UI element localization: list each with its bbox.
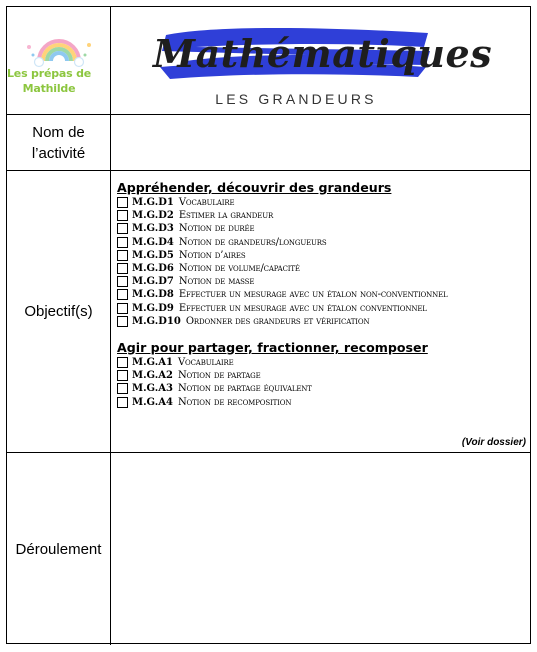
objective-label: Notion de masse: [178, 276, 255, 288]
header-row: [7, 7, 530, 115]
objective-code: M.G.A2: [132, 370, 173, 382]
checkbox[interactable]: [117, 223, 128, 234]
objective-label: Notion de recomposition: [177, 396, 292, 408]
objective-code: M.G.D2: [132, 210, 174, 222]
checkbox[interactable]: [117, 397, 128, 408]
objective-code: M.G.D1: [132, 197, 174, 209]
objective-code: M.G.D7: [132, 276, 174, 288]
objective-code: M.G.D8: [132, 289, 174, 301]
objective-item: [117, 262, 526, 275]
objective-item: [117, 222, 526, 235]
nom-activite-label: [7, 115, 111, 170]
logo-cell: [7, 7, 111, 114]
nom-activite-text: Nom de l’activité: [31, 123, 86, 162]
objective-code: M.G.D4: [132, 236, 174, 248]
objective-label: Vocabulaire: [177, 356, 234, 368]
objective-label: Notion de partage: [177, 370, 261, 382]
objective-code: M.G.D6: [132, 263, 174, 275]
voir-dossier-note: (Voir dossier): [461, 437, 526, 448]
objective-item: [117, 209, 526, 222]
checkbox[interactable]: [117, 289, 128, 300]
objectifs-content: [117, 180, 526, 409]
nom-activite-row: [7, 115, 530, 171]
objective-code: M.G.D5: [132, 249, 174, 261]
objective-code: M.G.D9: [132, 302, 174, 314]
objective-label: Notion de volume/capacité: [178, 263, 300, 275]
objectifs-text: Objectif(s): [24, 303, 93, 320]
objectifs-row: [7, 171, 530, 453]
objective-item: [117, 356, 526, 369]
section-title-decouvrir: Appréhender, découvrir des grandeurs: [117, 180, 392, 195]
objective-label: Notion de partage équivalent: [177, 383, 312, 395]
deroulement-text: Déroulement: [15, 540, 102, 558]
objectives-list-decouvrir: [117, 196, 526, 328]
objective-label: Notion d’aires: [178, 249, 246, 261]
objective-item: [117, 395, 526, 408]
objective-code: M.G.D10: [132, 315, 181, 327]
objective-item: [117, 236, 526, 249]
checkbox[interactable]: [117, 370, 128, 381]
page-subtitle: LES GRANDEURS: [215, 91, 377, 107]
objective-item: [117, 382, 526, 395]
objective-label: Ordonner des grandeurs et vérification: [185, 315, 370, 327]
objective-code: M.G.D3: [132, 223, 174, 235]
objective-item: [117, 288, 526, 301]
section-title-partager: Agir pour partager, fractionner, recomposer: [117, 339, 428, 355]
title-cell: [111, 7, 530, 114]
objectifs-cell: [111, 171, 530, 452]
logo-text-line-1: Les prépas de: [7, 67, 92, 80]
objective-label: Vocabulaire: [178, 197, 235, 209]
objective-item: [117, 315, 526, 328]
checkbox[interactable]: [117, 263, 128, 274]
deroulement-row: [7, 453, 530, 645]
page-title: Mathématiques: [153, 31, 493, 76]
checkbox[interactable]: [117, 303, 128, 314]
objective-code: M.G.A4: [132, 396, 173, 408]
objectives-list-partager: [117, 356, 526, 409]
nom-activite-field[interactable]: [111, 115, 530, 170]
objective-label: Effectuer un mesurage avec un étalon conventionnel: [178, 302, 427, 314]
objective-label: Estimer la grandeur: [178, 210, 274, 222]
objective-item: [117, 196, 526, 209]
checkbox[interactable]: [117, 316, 128, 327]
objective-code: M.G.A1: [132, 356, 173, 368]
logo-text-line-2: Mathilde: [22, 82, 76, 95]
checkbox[interactable]: [117, 357, 128, 368]
deroulement-label: [7, 453, 111, 645]
checkbox[interactable]: [117, 383, 128, 394]
objective-item: [117, 302, 526, 315]
objective-label: Notion de durée: [178, 223, 255, 235]
checkbox[interactable]: [117, 210, 128, 221]
objective-item: [117, 369, 526, 382]
objective-item: [117, 249, 526, 262]
deroulement-field[interactable]: [111, 453, 530, 645]
activity-sheet: [6, 6, 531, 644]
objective-label: Effectuer un mesurage avec un étalon non-conventionnel: [178, 289, 448, 301]
checkbox[interactable]: [117, 276, 128, 287]
checkbox[interactable]: [117, 250, 128, 261]
objectifs-label: [7, 171, 111, 452]
checkbox[interactable]: [117, 197, 128, 208]
objective-item: [117, 275, 526, 288]
checkbox[interactable]: [117, 237, 128, 248]
objective-label: Notion de grandeurs/longueurs: [178, 236, 327, 248]
objective-code: M.G.A3: [132, 383, 173, 395]
